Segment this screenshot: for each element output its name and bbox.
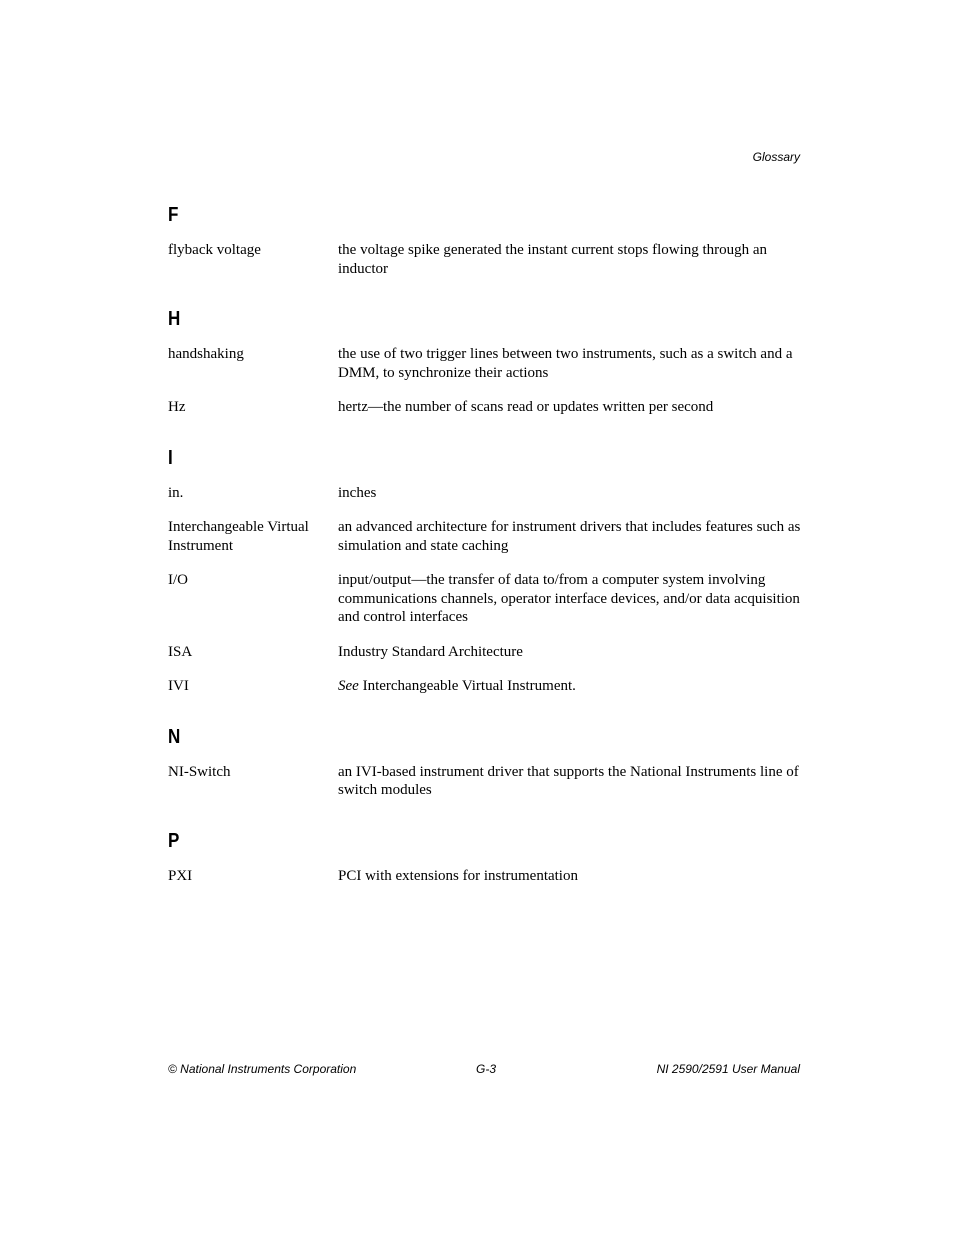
glossary-term: Interchangeable Virtual Instrument <box>168 519 309 554</box>
glossary-term: handshaking <box>168 346 244 362</box>
glossary-section-i <box>168 443 802 696</box>
glossary-section-f <box>168 200 802 278</box>
glossary-entry <box>168 345 802 382</box>
footer-manual-title: NI 2590/2591 User Manual <box>656 1062 800 1076</box>
glossary-definition: an advanced architecture for instrument drivers that includes features such as simulation and state caching <box>338 519 801 554</box>
glossary-entry <box>168 643 802 662</box>
section-letter: F <box>168 204 179 226</box>
running-head: Glossary <box>752 150 800 164</box>
glossary-definition: the use of two trigger lines between two instruments, such as a switch and a DMM, to synchronize their actions <box>338 346 793 381</box>
glossary-definition: PCI with extensions for instrumentation <box>338 867 578 884</box>
glossary-entry <box>168 241 802 278</box>
glossary-definition: inches <box>338 484 377 501</box>
section-letter: H <box>168 308 181 330</box>
glossary-term: I/O <box>168 572 188 588</box>
page-footer <box>168 1062 802 1078</box>
glossary-definition: an IVI-based instrument driver that supports the National Instruments line of switch modules <box>338 763 799 798</box>
glossary-definition: hertz—the number of scans read or updates written per second <box>338 399 714 415</box>
glossary-section-n <box>168 722 802 800</box>
glossary-definition: input/output—the transfer of data to/from a computer system involving communications channels, operator interface devices, and/or data acquisition and control interfaces <box>338 572 800 625</box>
see-reference-prefix: See <box>338 678 359 694</box>
glossary-definition <box>338 677 802 696</box>
glossary-content <box>168 200 802 911</box>
glossary-entry <box>168 398 802 417</box>
section-letter: N <box>168 725 181 748</box>
glossary-entry <box>168 677 802 696</box>
glossary-definition: the voltage spike generated the instant current stops flowing through an inductor <box>338 242 768 277</box>
glossary-term: PXI <box>168 867 193 884</box>
see-reference-target: Interchangeable Virtual Instrument. <box>362 678 576 694</box>
glossary-term: IVI <box>168 678 189 694</box>
glossary-term: Hz <box>168 399 186 415</box>
glossary-entry <box>168 763 802 800</box>
glossary-term: flyback voltage <box>168 242 261 258</box>
glossary-entry <box>168 484 802 503</box>
section-letter: P <box>168 829 180 852</box>
section-letter: I <box>168 446 173 469</box>
footer-copyright: © National Instruments Corporation <box>168 1062 357 1076</box>
glossary-entry <box>168 867 802 886</box>
glossary-term: in. <box>168 484 184 501</box>
glossary-term: ISA <box>168 643 193 660</box>
glossary-section-p <box>168 826 802 886</box>
glossary-term: NI-Switch <box>168 763 231 780</box>
glossary-entry <box>168 518 802 555</box>
glossary-entry <box>168 571 802 627</box>
page-number: G-3 <box>476 1062 497 1076</box>
glossary-section-h <box>168 304 802 417</box>
glossary-definition: Industry Standard Architecture <box>338 643 523 660</box>
